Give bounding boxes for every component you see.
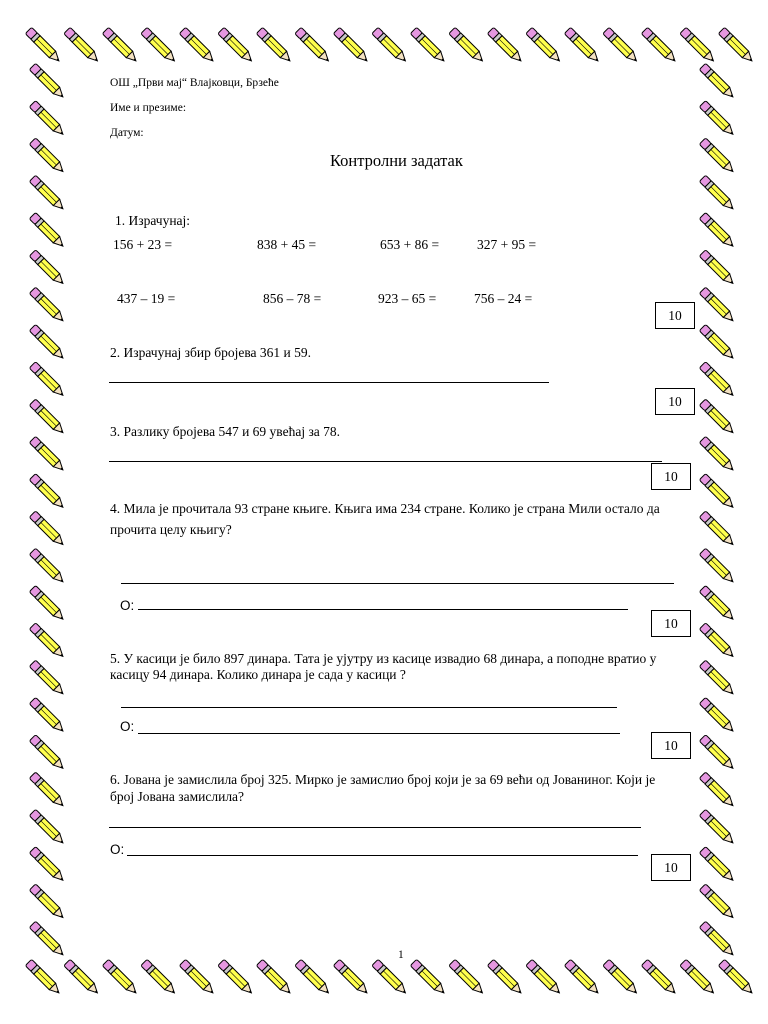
pencil-icon [29, 623, 66, 660]
pencil-icon [295, 959, 332, 996]
score-box: 10 [651, 854, 691, 881]
pencil-icon [699, 660, 736, 697]
pencil-icon [29, 63, 66, 100]
pencil-icon [29, 809, 66, 846]
pencil-icon [29, 212, 66, 249]
pencil-icon [29, 399, 66, 436]
task6-text-line1: 6. Јована је замислила број 325. Мирко је замислио број који је за 69 већи од Јованиног. Који је [110, 772, 656, 787]
pencil-icon [29, 548, 66, 585]
pencil-icon [29, 735, 66, 772]
name-label: Име и презиме: [110, 102, 187, 114]
task5-text-line2: касицу 94 динара. Колико динара је сада у касици ? [110, 667, 406, 682]
answer-line[interactable] [138, 733, 620, 734]
pencil-icon [410, 27, 447, 64]
pencil-icon [29, 474, 66, 511]
task1-expr: 838 + 45 = [257, 237, 317, 252]
pencil-icon [699, 138, 736, 175]
answer-line[interactable] [109, 382, 549, 383]
pencil-icon [699, 175, 736, 212]
pencil-icon [333, 27, 370, 64]
pencil-icon [29, 585, 66, 622]
pencil-icon [25, 959, 62, 996]
pencil-icon [179, 959, 216, 996]
task4-text-line2: прочита целу књигу? [110, 522, 232, 537]
school-name: ОШ „Први мај“ Влајковци, Брзеће [110, 77, 279, 89]
pencil-icon [699, 772, 736, 809]
pencil-icon [564, 959, 601, 996]
task4-text-line1: 4. Мила је прочитала 93 стране књиге. Књига има 234 стране. Колико је страна Мили остало да [110, 501, 660, 516]
pencil-icon [699, 362, 736, 399]
score-box: 10 [651, 463, 691, 490]
task1-expr: 327 + 95 = [477, 237, 537, 252]
page-number: 1 [398, 949, 404, 961]
pencil-icon [603, 27, 640, 64]
pencil-icon [29, 884, 66, 921]
pencil-icon [699, 436, 736, 473]
task5-text-line1: 5. У касици је било 897 динара. Тата је ујутру из касице извадио 68 динара, а поподне вратио у [110, 651, 657, 666]
task1-expr: 856 – 78 = [263, 291, 322, 306]
pencil-icon [295, 27, 332, 64]
pencil-icon [141, 959, 178, 996]
pencil-icon [699, 474, 736, 511]
pencil-icon [29, 362, 66, 399]
task1-expr: 156 + 23 = [113, 237, 173, 252]
pencil-icon [699, 511, 736, 548]
pencil-icon [29, 250, 66, 287]
pencil-icon [680, 959, 717, 996]
score-box: 10 [655, 302, 695, 329]
pencil-icon [141, 27, 178, 64]
pencil-icon [64, 959, 101, 996]
answer-line[interactable] [109, 827, 641, 828]
pencil-icon [641, 959, 678, 996]
pencil-icon [372, 959, 409, 996]
pencil-icon [218, 959, 255, 996]
pencil-icon [29, 175, 66, 212]
pencil-icon [29, 847, 66, 884]
pencil-icon [699, 63, 736, 100]
pencil-icon [29, 287, 66, 324]
score-box: 10 [651, 732, 691, 759]
pencil-icon [29, 697, 66, 734]
pencil-icon [526, 27, 563, 64]
pencil-icon [410, 959, 447, 996]
pencil-icon [699, 287, 736, 324]
pencil-icon [699, 548, 736, 585]
task6-text-line2: број Јована замислила? [110, 789, 245, 804]
pencil-icon [102, 27, 139, 64]
pencil-icon [333, 959, 370, 996]
answer-line[interactable] [121, 583, 674, 584]
pencil-icon [29, 324, 66, 361]
pencil-icon [487, 27, 524, 64]
pencil-icon [699, 399, 736, 436]
score-box: 10 [651, 610, 691, 637]
pencil-icon [29, 138, 66, 175]
pencil-icon [25, 27, 62, 64]
pencil-icon [564, 27, 601, 64]
task1-label: 1. Израчунај: [115, 213, 191, 228]
pencil-icon [699, 585, 736, 622]
pencil-icon [699, 809, 736, 846]
pencil-icon [256, 959, 293, 996]
pencil-icon [487, 959, 524, 996]
pencil-icon [699, 250, 736, 287]
pencil-icon [29, 921, 66, 958]
pencil-icon [29, 436, 66, 473]
pencil-icon [699, 921, 736, 958]
task1-expr: 923 – 65 = [378, 291, 437, 306]
pencil-icon [526, 959, 563, 996]
pencil-icon [29, 511, 66, 548]
pencil-icon [603, 959, 640, 996]
pencil-icon [699, 847, 736, 884]
pencil-icon [256, 27, 293, 64]
answer-label: О: [110, 842, 125, 857]
date-label: Датум: [110, 127, 144, 139]
pencil-icon [449, 959, 486, 996]
page-title: Контролни задатак [330, 151, 463, 170]
pencil-icon [699, 324, 736, 361]
answer-line[interactable] [109, 461, 662, 462]
task2-text: 2. Израчунај збир бројева 361 и 59. [110, 345, 311, 360]
pencil-icon [699, 623, 736, 660]
pencil-icon [29, 101, 66, 138]
pencil-icon [718, 959, 755, 996]
pencil-icon [64, 27, 101, 64]
task1-expr: 756 – 24 = [474, 291, 533, 306]
answer-line[interactable] [127, 855, 638, 856]
pencil-icon [179, 27, 216, 64]
pencil-icon [718, 27, 755, 64]
pencil-icon [218, 27, 255, 64]
score-box: 10 [655, 388, 695, 415]
pencil-icon [641, 27, 678, 64]
pencil-icon [102, 959, 139, 996]
task1-expr: 653 + 86 = [380, 237, 440, 252]
answer-label: О: [120, 598, 135, 613]
pencil-icon [449, 27, 486, 64]
answer-line[interactable] [121, 707, 617, 708]
pencil-icon [699, 697, 736, 734]
pencil-icon [699, 735, 736, 772]
pencil-icon [680, 27, 717, 64]
answer-label: О: [120, 719, 135, 734]
pencil-icon [699, 212, 736, 249]
answer-line[interactable] [138, 609, 628, 610]
pencil-icon [372, 27, 409, 64]
pencil-icon [29, 660, 66, 697]
pencil-icon [699, 101, 736, 138]
task3-text: 3. Разлику бројева 547 и 69 увећај за 78. [110, 424, 341, 439]
pencil-icon [29, 772, 66, 809]
task1-expr: 437 – 19 = [117, 291, 176, 306]
pencil-icon [699, 884, 736, 921]
